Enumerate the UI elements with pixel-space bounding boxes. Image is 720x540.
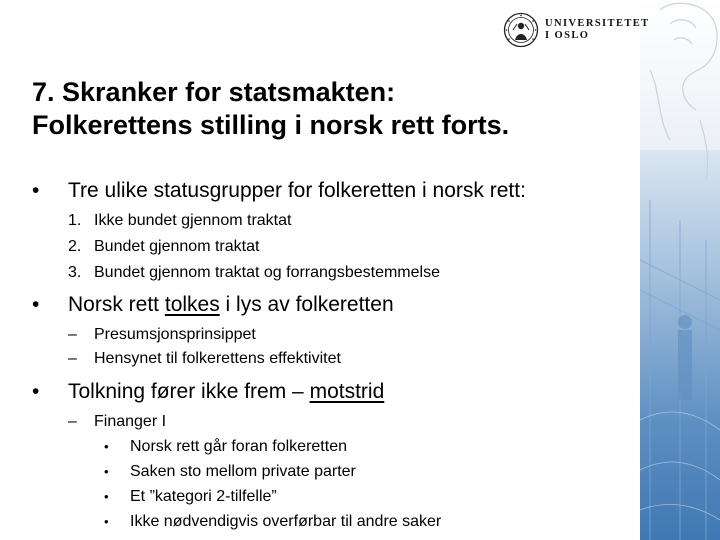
list-text: Bundet gjennom traktat [94, 238, 260, 255]
list-number: 3. [68, 264, 82, 281]
bullet-text-pre: Tolkning fører ikke frem – [68, 380, 310, 403]
sub-bullet-marker: • [104, 464, 109, 479]
bullet-marker: • [32, 179, 40, 202]
dash-marker: – [68, 413, 77, 430]
bullet-marker: • [32, 380, 40, 403]
bullet-text [68, 379, 384, 405]
title-line-2: Folkerettens stilling i norsk rett forts. [32, 110, 510, 140]
list-number: 1. [68, 212, 82, 229]
sub-list-text: Ikke nødvendigvis overførbar til andre saker [130, 513, 442, 530]
sub-list-text: Norsk rett går foran folkeretten [130, 438, 347, 455]
list-text: Ikke bundet gjennom traktat [94, 212, 292, 229]
bullet-text-pre: Norsk rett [68, 293, 165, 316]
bullet-text [68, 292, 394, 318]
list-text: Hensynet til folkerettens effektivitet [94, 350, 341, 367]
decorative-side-image [640, 0, 720, 540]
sub-list-text: Et ”kategori 2-tilfelle” [130, 488, 277, 505]
list-text: Bundet gjennom traktat og forrangsbestemmelse [94, 264, 440, 281]
sub-bullet-marker: • [104, 439, 109, 454]
title-line-1: 7. Skranker for statsmakten: [32, 77, 396, 107]
bullet-text-underlined: tolkes [164, 293, 220, 316]
sub-list-text: Saken sto mellom private parter [130, 463, 356, 480]
sub-bullet-marker: • [104, 489, 109, 504]
logo-line-1: UNIVERSITETET [545, 18, 650, 29]
dash-marker: – [68, 326, 77, 343]
bullet-marker: • [32, 293, 40, 316]
logo-line-2: I OSLO [545, 30, 590, 41]
list-text: Presumsjonsprinsippet [94, 326, 256, 343]
list-number: 2. [68, 238, 82, 255]
sub-bullet-marker: • [104, 514, 109, 529]
bullet-text: Tre ulike statusgrupper for folkeretten i norsk rett: [68, 179, 526, 202]
bullet-text-post: i lys av folkeretten [219, 293, 394, 316]
dash-marker: – [68, 350, 77, 367]
bullet-text-underlined: motstrid [309, 380, 385, 403]
list-text: Finanger I [94, 413, 167, 430]
